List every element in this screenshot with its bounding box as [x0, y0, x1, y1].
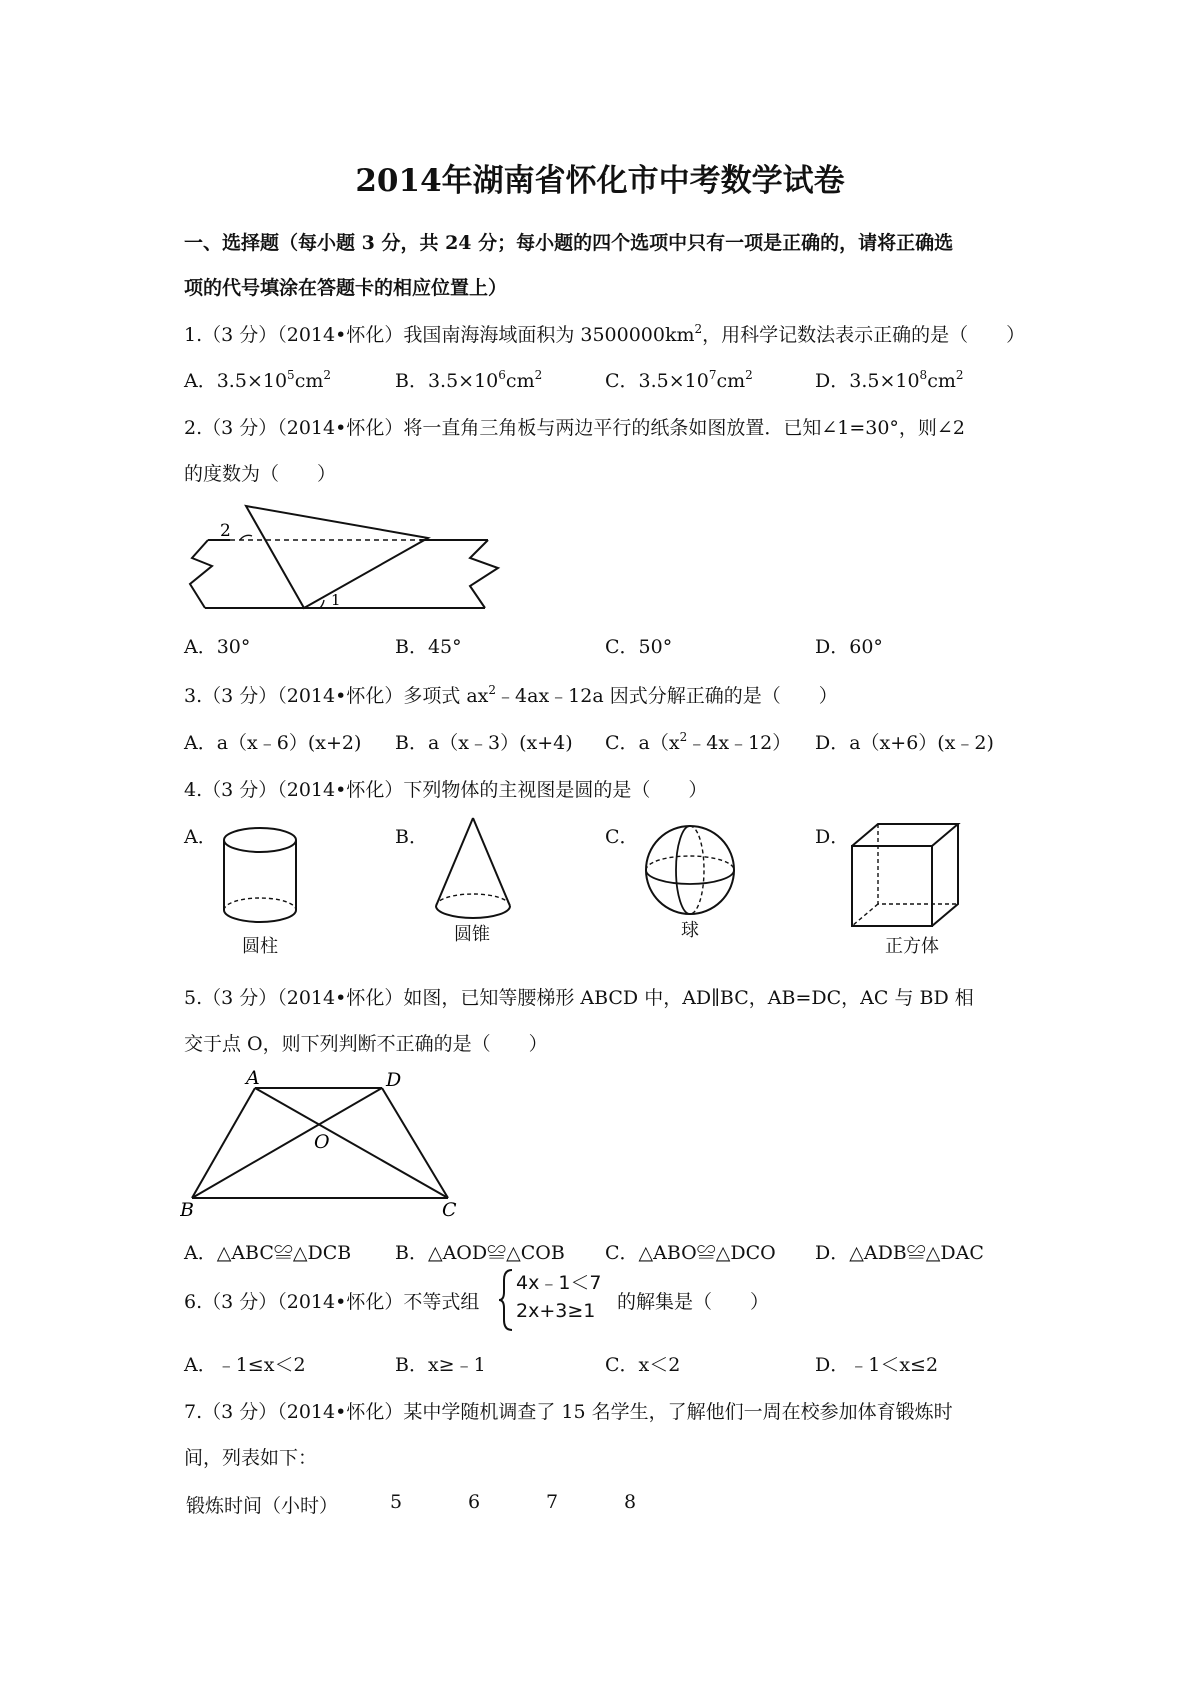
q2-figure-paper-strip-triangle [180, 500, 510, 620]
question-6-stem-post: 的解集是（ ） [617, 1291, 770, 1313]
cube-hidden-edge-diag [852, 904, 878, 926]
cube-figure [848, 820, 968, 932]
question-2-line2: 的度数为（ ） [184, 463, 337, 485]
point-label-O: O [314, 1131, 330, 1153]
q3-option-d: D．a（x+6）(x﹣2) [815, 732, 994, 754]
table-cell: 8 [624, 1491, 637, 1513]
cone-figure [428, 812, 518, 924]
strip-left-zigzag [190, 540, 212, 608]
page-title: 2014年湖南省怀化市中考数学试卷 [355, 163, 845, 199]
q2-option-b: B．45° [395, 636, 462, 658]
q2-option-a: A．30° [184, 636, 251, 658]
question-7-line2: 间，列表如下： [184, 1447, 318, 1469]
q2-option-d: D．60° [815, 636, 883, 658]
trapezoid-side-AB [192, 1088, 255, 1198]
sphere-equator-back [646, 856, 734, 870]
q6-option-a: A．﹣1≤x＜2 [184, 1354, 306, 1376]
q4-option-b-label: B． [395, 826, 428, 848]
sphere-outline [646, 826, 734, 914]
question-5-line1: 5.（3 分）（2014•怀化）如图，已知等腰梯形 ABCD 中，AD∥BC，AB=DC，AC 与 BD 相 [184, 987, 974, 1009]
cone-caption: 圆锥 [454, 924, 490, 945]
q3-option-b: B．a（x﹣3）(x+4) [395, 732, 573, 754]
question-4-stem: 4.（3 分）（2014•怀化）下列物体的主视图是圆的是（ ） [184, 779, 708, 801]
cube-front-face [852, 846, 932, 926]
cube-caption: 正方体 [885, 936, 939, 957]
system-brace-icon [498, 1268, 514, 1332]
q1-option-c: C．$3.5\times 10^7cm^2$ [605, 368, 753, 392]
q6-option-d: D．﹣1＜x≤2 [815, 1354, 939, 1376]
q5-figure-isosceles-trapezoid [180, 1068, 470, 1218]
inequality-1: 4x﹣1＜7 [516, 1272, 602, 1294]
cube-top-face [852, 824, 958, 846]
table-cell: 5 [390, 1491, 403, 1513]
vertex-label-B: B [180, 1199, 194, 1218]
vertex-label-A: A [246, 1068, 260, 1089]
angle-1-arc [320, 600, 324, 608]
q5-option-c: C．△ABO≌△DCO [605, 1242, 776, 1264]
angle-label-1: 1 [331, 591, 341, 609]
cylinder-bottom-front [224, 910, 296, 922]
sphere-meridian-front [676, 826, 690, 914]
q5-option-b: B．△AOD≌△COB [395, 1242, 565, 1264]
q2-option-c: C．50° [605, 636, 673, 658]
section-heading-line1: 一、选择题（每小题 3 分，共 24 分；每小题的四个选项中只有一项是正确的，请将正确选 [184, 232, 954, 254]
cube-hidden-edges [878, 824, 958, 904]
cone-base-back [436, 894, 510, 906]
section-heading-line2: 项的代号填涂在答题卡的相应位置上） [184, 277, 508, 299]
trapezoid-side-DC [382, 1088, 448, 1198]
table-header-exercise-time: 锻炼时间（小时） [186, 1495, 339, 1517]
sphere-caption: 球 [681, 920, 699, 941]
cylinder-top [224, 828, 296, 852]
q5-option-d: D．△ADB≌△DAC [815, 1242, 984, 1264]
sphere-equator-front [646, 870, 734, 884]
question-5-line2: 交于点 O，则下列判断不正确的是（ ） [184, 1033, 548, 1055]
cube-right-face [932, 824, 958, 926]
vertex-label-D: D [386, 1069, 402, 1091]
cone-base-front [436, 906, 510, 918]
cone-right-side [473, 818, 510, 906]
q4-option-a-label: A． [184, 826, 217, 848]
inequality-2: 2x+3≥1 [516, 1300, 596, 1322]
q6-option-b: B．x≥﹣1 [395, 1354, 486, 1376]
question-2-line1: 2.（3 分）（2014•怀化）将一直角三角板与两边平行的纸条如图放置．已知∠1=30°，则∠2 [184, 417, 965, 439]
q1-option-b: B．$3.5\times 10^6cm^2$ [395, 368, 543, 392]
q1-option-a: A．$3.5\times 10^5cm^2$ [184, 368, 331, 392]
table-cell: 6 [468, 1491, 481, 1513]
cylinder-caption: 圆柱 [242, 936, 278, 957]
q1-option-d: D．$3.5\times 10^8cm^2$ [815, 368, 964, 392]
q4-option-d-label: D． [815, 826, 850, 848]
question-1-stem: 1.（3 分）（2014•怀化）我国南海海域面积为 $3500000km^2$，用科学记数法表示正确的是（ ） [184, 322, 1026, 346]
q3-option-c: C．$a(x^2﹣4x﹣12)$ [605, 730, 792, 754]
table-cell: 7 [546, 1491, 559, 1513]
diagonal-AC [255, 1088, 448, 1198]
q6-option-c: C．x＜2 [605, 1354, 681, 1376]
question-6-stem-pre: 6.（3 分）（2014•怀化）不等式组 [184, 1291, 480, 1313]
cylinder-figure [215, 820, 305, 932]
question-3-stem: 3.（3 分）（2014•怀化）多项式 $ax^2﹣4ax﹣12a$ 因式分解正确的是（ ） [184, 683, 838, 707]
vertex-label-C: C [442, 1199, 457, 1218]
cone-left-side [436, 818, 473, 906]
sphere-figure [640, 822, 740, 922]
q5-option-a: A．△ABC≌△DCB [184, 1242, 352, 1264]
question-7-line1: 7.（3 分）（2014•怀化）某中学随机调查了 15 名学生，了解他们一周在校参加体育锻炼时 [184, 1401, 953, 1423]
angle-label-2: 2 [220, 521, 231, 541]
q3-option-a: A．a（x﹣6）(x+2) [184, 732, 362, 754]
q4-option-c-label: C． [605, 826, 639, 848]
strip-right-zigzag [470, 540, 498, 608]
sphere-meridian-back [690, 826, 704, 914]
cylinder-bottom-back [224, 898, 296, 910]
